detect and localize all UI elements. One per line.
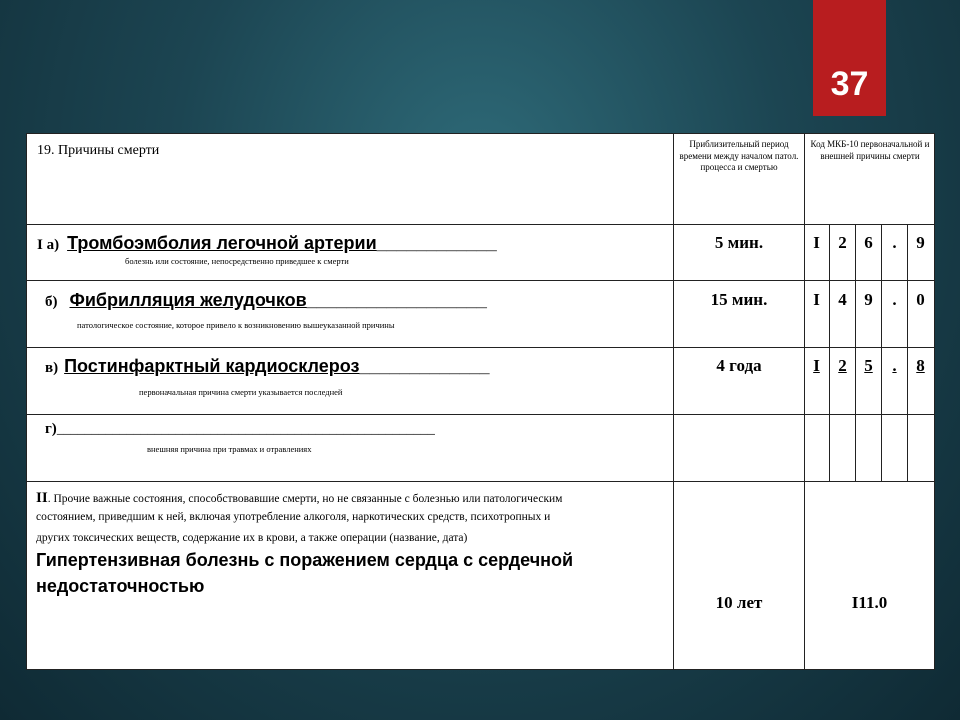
col-divider: [673, 134, 674, 669]
row-b-code-4: .: [892, 290, 897, 309]
row-b-label: б): [45, 294, 58, 310]
row-a-period: 5 мин.: [714, 233, 764, 252]
col-divider: [804, 134, 805, 669]
row-c-line: [45, 356, 490, 377]
section-2-text-3: других токсических веществ, содержание их в крови, а также операции (название, дата): [36, 532, 468, 544]
code-cell-divider: [907, 224, 908, 481]
section-title: 19. Причины смерти: [37, 143, 160, 158]
section-2-roman: II: [36, 490, 48, 506]
row-a-code-2: 2: [838, 233, 847, 252]
section-2-code: I11.0: [851, 593, 888, 612]
row-divider: [27, 414, 934, 415]
row-divider: [27, 481, 934, 482]
row-a-code-1: I: [813, 233, 820, 252]
row-c-diagnosis: Постинфарктный кардиосклероз: [64, 356, 360, 376]
row-a-diagnosis: Тромбоэмболия легочной артерии: [67, 233, 377, 253]
section-2-diagnosis-2: недостаточностью: [36, 576, 205, 596]
row-b-line: [45, 290, 487, 311]
row-c-note: первоначальная причина смерти указывается последней: [139, 387, 343, 397]
section-2-text-2: состоянием, приведшим к ней, включая употребление алкоголя, наркотических средств, психотропных и: [36, 511, 551, 523]
row-divider: [27, 347, 934, 348]
row-c-label: в): [45, 360, 59, 376]
code-column-header: Код МКБ-10 первоначальной и внешней причины смерти: [810, 139, 930, 161]
row-c-period: 4 года: [716, 356, 762, 375]
row-b-code-2: 4: [838, 290, 847, 309]
row-c-code-1: I: [813, 356, 820, 375]
row-b-code-5: 0: [916, 290, 925, 309]
row-c-code-4: .: [892, 356, 897, 375]
row-divider: [27, 224, 934, 225]
section-2-line-1: [36, 490, 562, 507]
row-b-code-3: 9: [864, 290, 873, 309]
section-2-text-1: . Прочие важные состояния, способствовавшие смерти, но не связанные с болезнью или патологическим: [47, 493, 563, 505]
row-b-note: патологическое состояние, которое привело к возникновению вышеуказанной причины: [77, 320, 395, 330]
row-d-blank: ______________________________________________________: [56, 422, 435, 437]
row-c-code-5: 8: [916, 356, 925, 375]
row-a-code-5: 9: [916, 233, 925, 252]
row-c-code-2: 2: [838, 356, 847, 375]
row-b-code-1: I: [813, 290, 820, 309]
row-a-code-4: .: [892, 233, 897, 252]
period-column-header: Приблизительный период времени между началом патол. процесса и смертью: [679, 139, 799, 172]
row-d-note: внешняя причина при травмах и отравлениях: [147, 444, 312, 454]
row-b-period: 15 мин.: [710, 290, 768, 309]
code-cell-divider: [829, 224, 830, 481]
death-certificate-table: [26, 133, 935, 670]
section-2-diagnosis-1: Гипертензивная болезнь с поражением сердца с сердечной: [36, 550, 574, 570]
row-c-code-3: 5: [864, 356, 873, 375]
slide-number-badge: [813, 0, 886, 116]
row-divider: [27, 280, 934, 281]
row-c-blank: _____________: [359, 356, 490, 376]
slide-number: 37: [830, 65, 869, 103]
section-2-period: 10 лет: [715, 593, 763, 612]
row-a-line: [37, 233, 497, 254]
row-a-note: болезнь или состояние, непосредственно приведшее к смерти: [125, 256, 349, 266]
row-d-label: г): [45, 421, 57, 437]
row-a-code-3: 6: [864, 233, 873, 252]
row-a-blank: ____________: [376, 233, 497, 253]
code-cell-divider: [855, 224, 856, 481]
row-d-line: [45, 420, 435, 438]
row-a-label: I а): [37, 237, 60, 253]
row-b-blank: __________________: [306, 290, 487, 310]
code-cell-divider: [881, 224, 882, 481]
row-b-diagnosis: Фибрилляция желудочков: [69, 290, 307, 310]
